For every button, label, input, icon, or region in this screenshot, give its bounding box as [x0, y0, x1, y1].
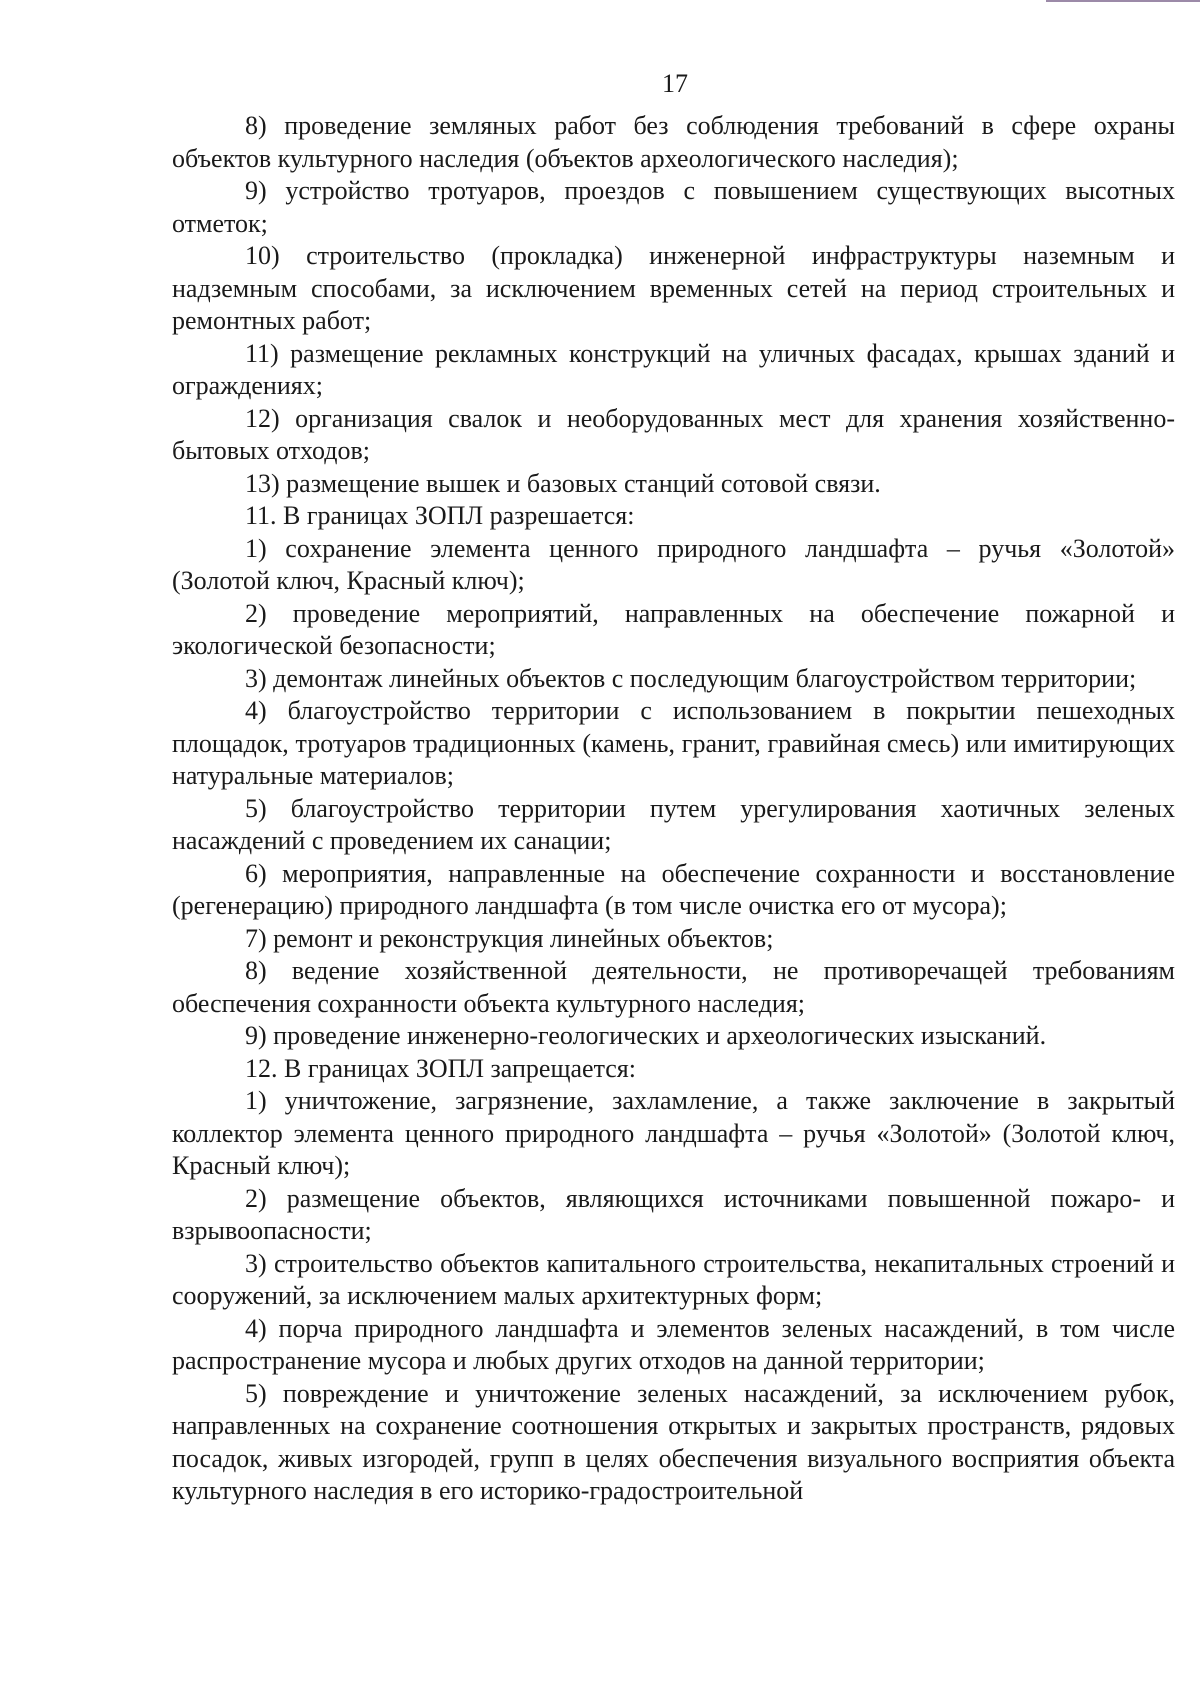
list-item: 2) размещение объектов, являющихся источниками повышенной пожаро- и взрывоопасности; — [172, 1183, 1175, 1245]
list-item: 1) сохранение элемента ценного природного ландшафта – ручья «Золотой» (Золотой ключ, Красный ключ); — [172, 533, 1175, 595]
list-item: 9) проведение инженерно-геологических и археологических изысканий. — [245, 1021, 1047, 1050]
list-item: 2) проведение мероприятий, направленных на обеспечение пожарной и экологической безопасности; — [172, 598, 1175, 660]
top-edge-mark — [1046, 0, 1200, 2]
list-item: 3) строительство объектов капитального строительства, некапитальных строений и сооружений, за исключением малых архитектурных форм; — [172, 1248, 1175, 1310]
list-item: 8) ведение хозяйственной деятельности, не противоречащей требованиям обеспечения сохранности объекта культурного наследия; — [172, 956, 1175, 1018]
list-item: 4) порча природного ландшафта и элементов зеленых насаждений, в том числе распространение мусора и любых других отходов на данной территории; — [172, 1313, 1175, 1375]
list-item: 9) устройство тротуаров, проездов с повышением существующих высотных отметок; — [172, 176, 1175, 238]
list-item: 5) повреждение и уничтожение зеленых насаждений, за исключением рубок, направленных на сохранение соотношения открытых и закрытых пространств, рядовых посадок, живых изгородей, групп в целях обеспечения визуального восприятия объекта культурного наследия в его историко-градостроительной — [172, 1378, 1175, 1505]
section-heading: 12. В границах ЗОПЛ запрещается: — [245, 1053, 636, 1083]
document-body — [172, 110, 1175, 1508]
list-item: 4) благоустройство территории с использованием в покрытии пешеходных площадок, тротуаров традиционных (камень, гранит, гравийная смесь) или имитирующих натуральные материалов; — [172, 696, 1175, 790]
list-item: 13) размещение вышек и базовых станций сотовой связи. — [245, 468, 881, 498]
list-item: 11) размещение рекламных конструкций на уличных фасадах, крышах зданий и ограждениях; — [172, 338, 1175, 400]
list-item: 7) ремонт и реконструкция линейных объектов; — [245, 923, 774, 953]
list-item: 12) организация свалок и необорудованных мест для хранения хозяйственно-бытовых отходов; — [172, 403, 1175, 465]
list-item: 8) проведение земляных работ без соблюдения требований в сфере охраны объектов культурного наследия (объектов археологического наследия); — [172, 111, 1175, 173]
list-item: 1) уничтожение, загрязнение, захламление, а также заключение в закрытый коллектор элемента ценного природного ландшафта – ручья «Золотой» (Золотой ключ, Красный ключ); — [172, 1086, 1175, 1180]
section-heading: 11. В границах ЗОПЛ разрешается: — [245, 501, 635, 530]
list-item: 5) благоустройство территории путем урегулирования хаотичных зеленых насаждений с проведением их санации; — [172, 793, 1175, 855]
list-item: 3) демонтаж линейных объектов с последующим благоустройством территории; — [245, 663, 1137, 693]
list-item: 6) мероприятия, направленные на обеспечение сохранности и восстановление (регенерацию) природного ландшафта (в том числе очистка его от мусора); — [172, 858, 1175, 920]
page-number: 17 — [662, 69, 688, 98]
list-item: 10) строительство (прокладка) инженерной инфраструктуры наземным и надземным способами, за исключением временных сетей на период строительных и ремонтных работ; — [172, 241, 1175, 335]
